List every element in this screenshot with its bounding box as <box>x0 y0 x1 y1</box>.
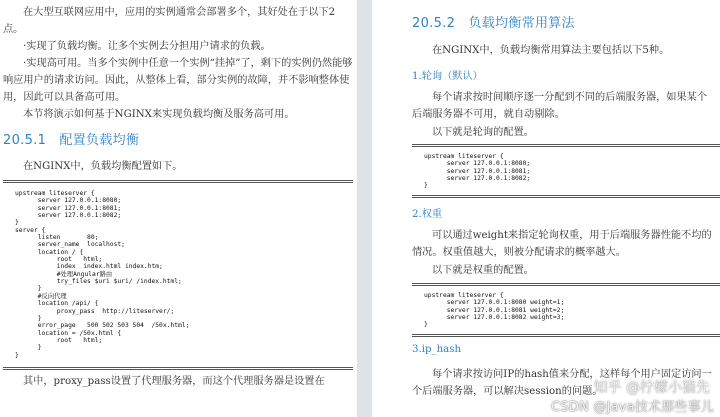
subheading-round-robin: 1.轮询（默认） <box>412 71 483 82</box>
right-book-page <box>372 0 720 417</box>
page-gutter <box>357 0 372 417</box>
zhihu-watermark: 知乎 @柠檬小猫先 <box>593 380 710 396</box>
round-robin-code-block <box>412 144 720 198</box>
nginx-config-code: upstream liteserver { server 127.0.0.1:8080; server 127.0.0.1:8081; server 127.0.0.1:8082; } server { listen 80; server_name localhost; location / { root html; index index.html index.htm; #处理Angular路由 try_files $uri $uri/ /index.html; } #反向代理 location /api/ { proxy_pass http://liteserver/; } error_page 500 502 503 504 /50x.html; location = /50x.html { root html; } } <box>15 190 190 359</box>
bullet-high-availability: ·实现高可用。当多个实例中任意一个实例“挂掉”了，剩下的实例仍然能够响应用户的请求访问。因此，从整体上看，部分实例的故障，并不影响整体使用，因此可以具备高可用。 <box>3 58 353 103</box>
round-robin-paragraph: 每个请求按时间顺序逐一分配到不同的后端服务器，如果某个后端服务器不可用，就自动剔除。 <box>412 92 708 120</box>
proxy-pass-explanation: 其中，proxy_pass设置了代理服务器，而这个代理服务器是设置在 <box>23 376 325 387</box>
ip-hash-paragraph: 每个请求按访问IP的hash值来分配，这样每个用户固定访问一个后端服务器，可以解决session的问题。 <box>412 369 712 397</box>
section-title-20-5-1: 20.5.1 配置负载均衡 <box>3 133 140 148</box>
weight-paragraph: 可以通过weight来指定轮询权重，用于后端服务器性能不均的情况。权重值越大，则被分配请求的概率越大。 <box>412 230 712 258</box>
section-lead-paragraph: 本节将演示如何基于NGINX来实现负载均衡及服务高可用。 <box>23 109 295 120</box>
left-intro-text <box>3 4 353 123</box>
section-title-20-5-2: 20.5.2 负载均衡常用算法 <box>412 16 575 31</box>
subheading-weight: 2.权重 <box>412 209 443 220</box>
weight-code: upstream liteserver { server 127.0.0.1:8080 weight=1; server 127.0.0.1:8081 weight=2; server 127.0.0.1:8082 weight=3; } <box>424 292 565 329</box>
nginx-config-code-block <box>3 180 353 370</box>
config-intro-text: 在NGINX中，负载均衡配置如下。 <box>23 161 183 172</box>
round-robin-lead: 以下就是轮询的配置。 <box>432 127 534 138</box>
round-robin-code: upstream liteserver { server 127.0.0.1:8080; server 127.0.0.1:8081; server 127.0.0.1:8082; } <box>424 153 531 190</box>
bullet-load-balance: ·实现了负载均衡。让多个实例去分担用户请求的负载。 <box>23 41 271 52</box>
left-book-page <box>0 0 357 417</box>
subheading-ip-hash: 3.ip_hash <box>412 344 462 355</box>
weight-code-block <box>412 283 720 337</box>
csdn-watermark: CSDN @Java技术那些事儿 <box>551 400 714 415</box>
intro-paragraph: 在大型互联网应用中，应用的实例通常会部署多个，其好处在于以下2点。 <box>3 7 336 35</box>
weight-lead: 以下就是权重的配置。 <box>432 265 534 276</box>
algorithms-intro-text: 在NGINX中，负载均衡常用算法主要包括以下5种。 <box>432 45 670 56</box>
